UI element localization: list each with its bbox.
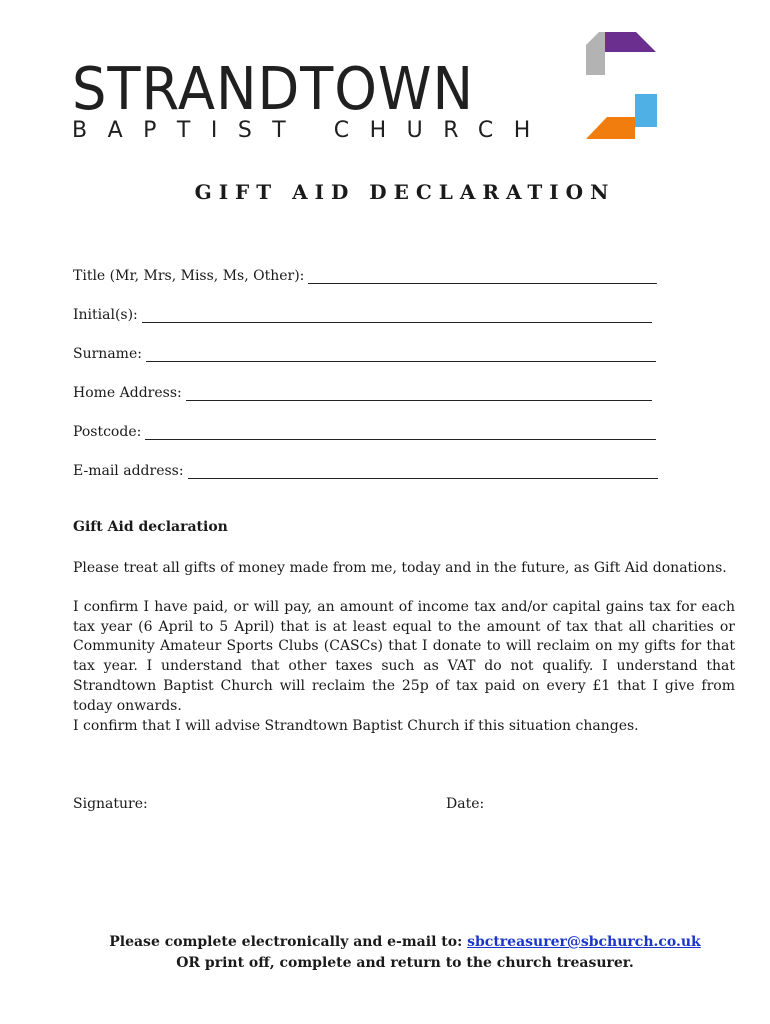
logo-blue-shape (635, 94, 657, 127)
email-field-label: E-mail address: (73, 463, 184, 479)
logo-gray-shape (586, 32, 605, 75)
home-address-field-line[interactable] (186, 384, 652, 401)
home-address-field[interactable] (73, 381, 652, 401)
surname-field[interactable] (73, 342, 656, 362)
title-field-label: Title (Mr, Mrs, Miss, Ms, Other): (73, 268, 305, 284)
email-field-line[interactable] (188, 462, 658, 479)
footer (0, 932, 770, 974)
treasurer-email-link[interactable]: sbctreasurer@sbchurch.co.uk (467, 934, 701, 950)
postcode-field[interactable] (73, 420, 656, 440)
date-label: Date: (446, 796, 485, 812)
signature-label: Signature: (73, 796, 148, 812)
logo-orange-shape (586, 117, 635, 139)
title-field-line[interactable] (308, 267, 657, 284)
page-title: GIFT AID DECLARATION (194, 180, 616, 204)
declaration-paragraph-2: I confirm I have paid, or will pay, an amount of income tax and/or capital gains tax for each tax year (6 April to 5 April) that is at least equal to the amount of tax that all charities or Community Amateur Sports Clubs (CASCs) that I donate to will reclaim on my gifts for that tax year. I understand that other taxes such as VAT do not qualify. I understand that Strandtown Baptist Church will reclaim the 25p of tax paid on every £1 that I give from today onwards. (73, 599, 735, 714)
logo-main-text: STRANDTOWN (72, 54, 475, 123)
gift-aid-heading: Gift Aid declaration (73, 519, 228, 535)
logo-mark-icon (585, 31, 659, 141)
postcode-field-line[interactable] (145, 423, 656, 440)
initials-field-line[interactable] (142, 306, 652, 323)
postcode-field-label: Postcode: (73, 424, 142, 440)
footer-instruction: Please complete electronically and e-mail to: (109, 934, 463, 950)
logo-sub-text: BAPTIST CHURCH (72, 118, 551, 143)
surname-field-label: Surname: (73, 346, 142, 362)
logo-wordmark (72, 54, 551, 144)
initials-field-label: Initial(s): (73, 307, 138, 323)
email-field[interactable] (73, 459, 658, 479)
initials-field[interactable] (73, 303, 652, 323)
footer-line-2: OR print off, complete and return to the church treasurer. (176, 955, 634, 971)
home-address-field-label: Home Address: (73, 385, 182, 401)
declaration-paragraph-3: I confirm that I will advise Strandtown Baptist Church if this situation changes. (73, 718, 639, 734)
logo-purple-shape (605, 32, 656, 52)
title-field[interactable] (73, 264, 657, 284)
declaration-paragraph-1: Please treat all gifts of money made from me, today and in the future, as Gift Aid donations. (73, 560, 727, 576)
surname-field-line[interactable] (146, 345, 656, 362)
footer-line-1 (0, 932, 770, 953)
